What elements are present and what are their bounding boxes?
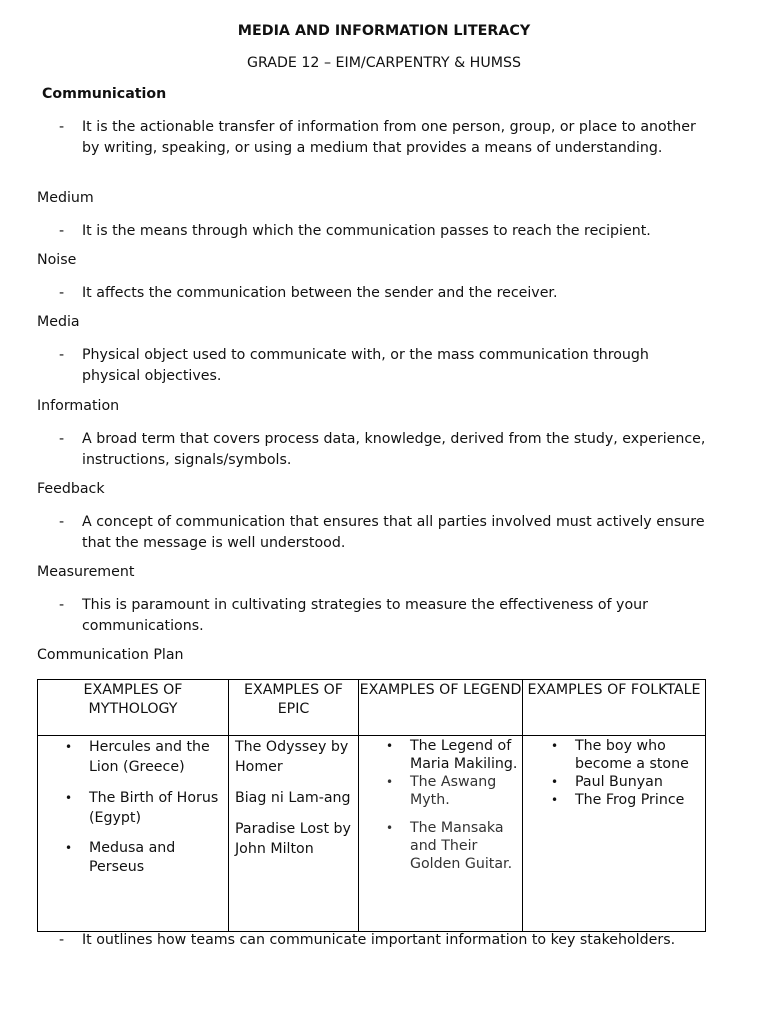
epic-example: Paradise Lost by John Milton: [235, 821, 351, 857]
dot-bullet: •: [65, 791, 73, 805]
document-title: MEDIA AND INFORMATION LITERACY: [237, 23, 531, 39]
dot-bullet: •: [65, 841, 73, 855]
dash-bullet: -: [59, 597, 65, 613]
definition-text: Physical object used to communicate with, or the mass communication through physical objectives.: [82, 347, 649, 384]
section-heading-information: Information: [37, 398, 120, 414]
table-header-mythology: EXAMPLES OF MYTHOLOGY: [38, 680, 229, 736]
dash-bullet: -: [59, 119, 65, 135]
dash-bullet: -: [59, 514, 65, 530]
legend-cell: [359, 736, 523, 932]
section-heading-noise: Noise: [37, 252, 77, 268]
folktale-cell: [523, 736, 706, 932]
list-item: [523, 773, 705, 791]
legend-example: The Legend of Maria Makiling.: [410, 738, 518, 772]
epic-example: The Odyssey by Homer: [235, 739, 349, 775]
list-item: [38, 839, 228, 877]
table-header-epic: EXAMPLES OF EPIC: [229, 680, 359, 736]
dash-bullet: -: [59, 431, 65, 447]
mythology-example: The Birth of Horus (Egypt): [89, 790, 219, 826]
dot-bullet: •: [551, 793, 559, 807]
dot-bullet: •: [551, 775, 559, 789]
folktale-example: The Frog Prince: [575, 792, 685, 808]
list-item: [38, 737, 228, 777]
table-header-row: [38, 680, 706, 736]
legend-example: The Aswang Myth.: [410, 774, 497, 808]
section-heading-media: Media: [37, 314, 80, 330]
definition-media: [59, 345, 709, 387]
legend-example: The Mansaka and Their Golden Guitar.: [410, 820, 513, 872]
definition-text: It is the means through which the communication passes to reach the recipient.: [82, 223, 651, 239]
definition-text: A concept of communication that ensures that all parties involved must actively ensure that the message is well understood.: [82, 514, 705, 551]
document-subtitle: GRADE 12 – EIM/CARPENTRY & HUMSS: [247, 55, 521, 71]
dot-bullet: •: [386, 739, 394, 753]
definition-medium: [59, 221, 709, 242]
definition-measurement: [59, 595, 709, 637]
list-item: [523, 737, 705, 773]
dot-bullet: •: [551, 739, 559, 753]
examples-table: [37, 679, 706, 932]
table-row: [38, 736, 706, 932]
list-item: [359, 773, 522, 809]
table-header-legend: EXAMPLES OF LEGEND: [359, 680, 523, 736]
mythology-example: Medusa and Perseus: [89, 840, 176, 875]
definition-feedback: [59, 512, 709, 554]
definition-text: It is the actionable transfer of information from one person, group, or place to another by writing, speaking, or using a medium that provides a means of understanding.: [82, 119, 696, 156]
definition-text: A broad term that covers process data, knowledge, derived from the study, experience, instructions, signals/symbols.: [82, 431, 706, 468]
folktale-example: Paul Bunyan: [575, 774, 663, 790]
section-heading-communication-plan: Communication Plan: [37, 647, 184, 663]
list-item: [359, 819, 522, 873]
section-heading-communication: Communication: [42, 86, 167, 102]
epic-example: Biag ni Lam-ang: [235, 790, 351, 806]
dash-bullet: -: [59, 223, 65, 239]
list-item: [38, 788, 228, 828]
dash-bullet: -: [59, 932, 65, 948]
list-item: [523, 791, 705, 809]
section-heading-medium: Medium: [37, 190, 94, 206]
dash-bullet: -: [59, 347, 65, 363]
dot-bullet: •: [65, 740, 73, 754]
epic-cell: [229, 736, 359, 932]
definition-information: [59, 429, 709, 471]
list-item: [359, 737, 522, 773]
folktale-example: The boy who become a stone: [575, 738, 689, 772]
table-header-folktale: EXAMPLES OF FOLKTALE: [523, 680, 706, 736]
definition-text: It outlines how teams can communicate important information to key stakeholders.: [82, 932, 676, 948]
section-heading-measurement: Measurement: [37, 564, 135, 580]
dot-bullet: •: [386, 821, 394, 835]
definition-communication: [59, 117, 709, 159]
definition-text: This is paramount in cultivating strategies to measure the effectiveness of your communications.: [82, 597, 648, 634]
mythology-cell: [38, 736, 229, 932]
dash-bullet: -: [59, 285, 65, 301]
definition-text: It affects the communication between the sender and the receiver.: [82, 285, 558, 301]
definition-noise: [59, 283, 709, 304]
section-heading-feedback: Feedback: [37, 481, 105, 497]
definition-communication-plan: [59, 930, 739, 951]
mythology-example: Hercules and the Lion (Greece): [89, 739, 210, 775]
dot-bullet: •: [386, 775, 394, 789]
